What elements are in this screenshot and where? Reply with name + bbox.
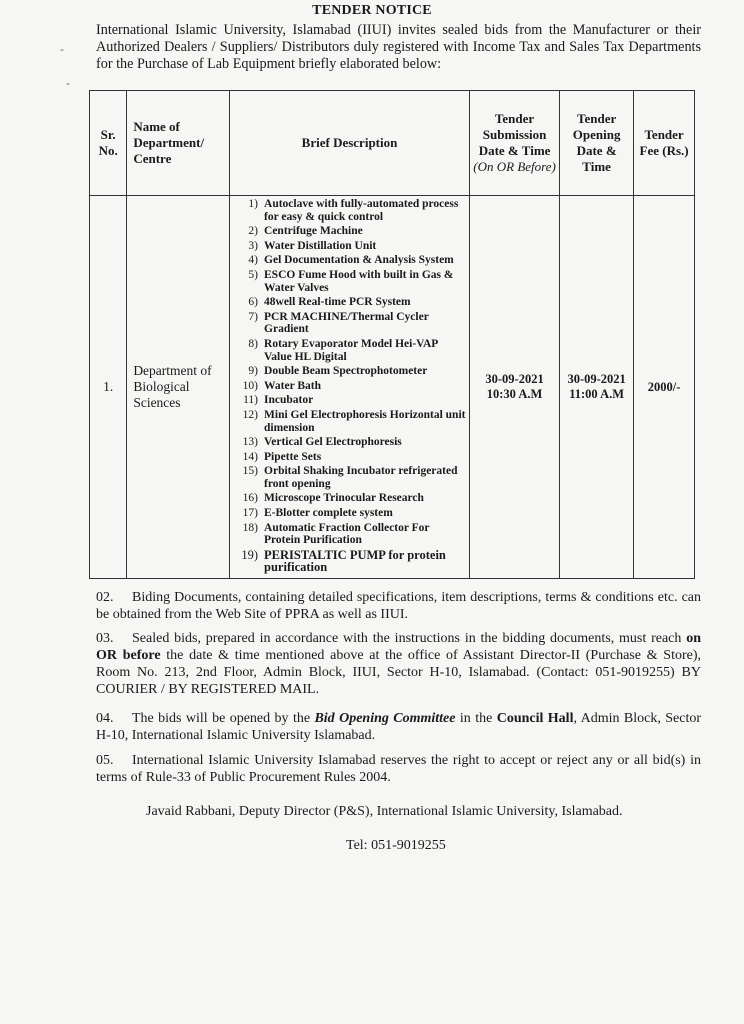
opening-date: 30-09-2021 — [567, 372, 626, 387]
list-item-number: 6) — [248, 296, 259, 309]
list-item — [234, 269, 467, 294]
header-brief-description: Brief Description — [230, 91, 470, 196]
paragraph-text: , Admin Block, Sector H-10, International Islamic University Islamabad. — [96, 711, 701, 743]
list-item-text: ESCO Fume Hood with built in Gas & Water Valves — [264, 268, 454, 294]
list-item-number: 2) — [248, 225, 259, 238]
list-item-number: 4) — [248, 254, 259, 267]
list-item-text: PERISTALTIC PUMP for protein purification — [264, 547, 446, 575]
list-item — [234, 240, 467, 253]
bid-opening-committee: Bid Opening Committee — [314, 711, 456, 726]
paragraph-03 — [96, 630, 701, 698]
cell-opening-date — [560, 196, 634, 579]
paragraph-text: International Islamic University Islamabad reserves the right to accept or reject any or all bid(s) in terms of Rule-33 of Public Procurement Rules 2004. — [96, 753, 701, 785]
header-submission-note: (On OR Before) — [473, 159, 556, 174]
list-item-number: 11) — [243, 394, 259, 407]
list-item-text: Autoclave with fully-automated process for easy & quick control — [264, 198, 459, 223]
paragraph-02 — [96, 589, 701, 623]
list-item-number: 5) — [248, 268, 259, 281]
paragraph-bold: on OR before — [96, 631, 701, 663]
paragraph-text: in the — [459, 711, 493, 726]
table-row — [90, 196, 695, 579]
margin-mark: - — [60, 42, 64, 56]
header-tender-fee: Tender Fee (Rs.) — [634, 91, 695, 196]
margin-mark: - — [66, 76, 70, 90]
opening-time: 11:00 A.M — [569, 387, 625, 402]
list-item-number: 16) — [242, 492, 259, 505]
paragraph-text: Sealed bids, prepared in accordance with the instructions in the bidding documents, must reach — [132, 631, 682, 646]
paragraph-number: 02. — [96, 590, 114, 605]
list-item — [234, 451, 467, 464]
list-item-number: 12) — [242, 408, 259, 421]
list-item-number: 18) — [242, 521, 259, 534]
paragraph-05 — [96, 752, 701, 786]
list-item-text: Mini Gel Electrophoresis Horizontal unit dimension — [264, 408, 466, 434]
list-item — [234, 338, 467, 363]
list-item-text: Vertical Gel Electrophoresis — [264, 436, 402, 449]
paragraph-text: The bids will be opened by the — [132, 711, 311, 726]
list-item-number: 15) — [242, 465, 259, 478]
list-item-number: 19) — [241, 547, 259, 562]
paragraph-number: 04. — [96, 711, 114, 726]
list-item-text: Incubator — [264, 394, 314, 407]
submission-time: 10:30 A.M — [486, 387, 543, 402]
paragraph-04 — [96, 710, 701, 744]
list-item — [234, 296, 467, 309]
list-item — [234, 409, 467, 434]
list-item — [234, 254, 467, 267]
list-item — [234, 380, 467, 393]
list-item — [234, 507, 467, 520]
list-item-text: Gel Documentation & Analysis System — [264, 254, 454, 267]
list-item — [234, 492, 467, 505]
cell-description — [230, 196, 470, 579]
cell-department: Department of Biological Sciences — [127, 196, 230, 579]
list-item — [234, 465, 467, 490]
paragraph-number: 03. — [96, 631, 114, 646]
list-item — [234, 549, 467, 574]
paragraph-text: the date & time mentioned above at the office of Assistant Director-II (Purchase & Store), Room No. 213, 2nd Floor, Admin Block, IIUI, Sector H-10, Islamabad. (Contact: 051-9019255) BY COURIER / BY REGISTERED MAIL. — [96, 648, 701, 697]
header-submission-main: Tender Submission Date & Time — [478, 111, 551, 158]
page-title: TENDER NOTICE — [312, 3, 432, 18]
list-item-text: Centrifuge Machine — [264, 225, 363, 238]
list-item — [234, 225, 467, 238]
council-hall: Council Hall — [496, 711, 574, 726]
header-submission-date — [470, 91, 560, 196]
list-item-number: 10) — [242, 379, 259, 392]
list-item-number: 14) — [242, 450, 259, 463]
table-header-row — [90, 91, 695, 196]
list-item-number: 13) — [242, 436, 259, 449]
list-item-number: 17) — [242, 507, 259, 520]
paragraph-number: 05. — [96, 753, 114, 768]
header-opening-date: Tender Opening Date & Time — [560, 91, 634, 196]
list-item — [234, 365, 467, 378]
list-item-text: PCR MACHINE/Thermal Cycler Gradient — [264, 310, 429, 336]
cell-submission-date — [470, 196, 560, 579]
list-item-text: Double Beam Spectrophotometer — [264, 365, 428, 378]
list-item-number: 8) — [248, 337, 259, 350]
intro-paragraph: International Islamic University, Islamabad (IIUI) invites sealed bids from the Manufacturer or their Authorized Dealers / Suppliers/ Distributors duly registered with Income Tax and Sales Tax Departments for the Purchase of Lab Equipment briefly elaborated below: — [96, 22, 701, 72]
list-item-text: Rotary Evaporator Model Hei-VAP Value HL Digital — [264, 337, 438, 363]
list-item-text: Pipette Sets — [264, 450, 322, 463]
list-item — [234, 311, 467, 336]
list-item — [234, 522, 467, 547]
header-department: Name of Department/ Centre — [127, 91, 230, 196]
list-item-text: 48well Real-time PCR System — [264, 296, 411, 309]
list-item-number: 1) — [248, 198, 259, 210]
list-item-text: Water Bath — [264, 379, 321, 392]
list-item-text: Microscope Trinocular Research — [264, 492, 424, 505]
list-item-text: E-Blotter complete system — [264, 507, 393, 520]
list-item-number: 3) — [248, 239, 259, 252]
tender-table — [89, 90, 695, 579]
list-item-text: Orbital Shaking Incubator refrigerated front opening — [264, 465, 458, 490]
cell-sr-no: 1. — [90, 196, 127, 579]
submission-date: 30-09-2021 — [485, 372, 544, 387]
header-sr-no: Sr. No. — [90, 91, 127, 196]
list-item-number: 7) — [248, 310, 259, 323]
list-item — [234, 198, 467, 223]
paragraph-text: Biding Documents, containing detailed specifications, item descriptions, terms & conditions etc. can be obtained from the Web Site of PPRA as well as IIUI. — [96, 590, 701, 622]
list-item-text: Water Distillation Unit — [264, 239, 377, 252]
list-item — [234, 394, 467, 407]
list-item-text: Automatic Fraction Collector For Protein Purification — [264, 521, 430, 547]
telephone: Tel: 051-9019255 — [346, 838, 446, 853]
cell-tender-fee: 2000/- — [634, 196, 695, 579]
list-item — [234, 436, 467, 449]
list-item-number: 9) — [248, 365, 259, 378]
equipment-list — [234, 198, 467, 574]
signature-line: Javaid Rabbani, Deputy Director (P&S), International Islamic University, Islamabad. — [146, 804, 623, 819]
